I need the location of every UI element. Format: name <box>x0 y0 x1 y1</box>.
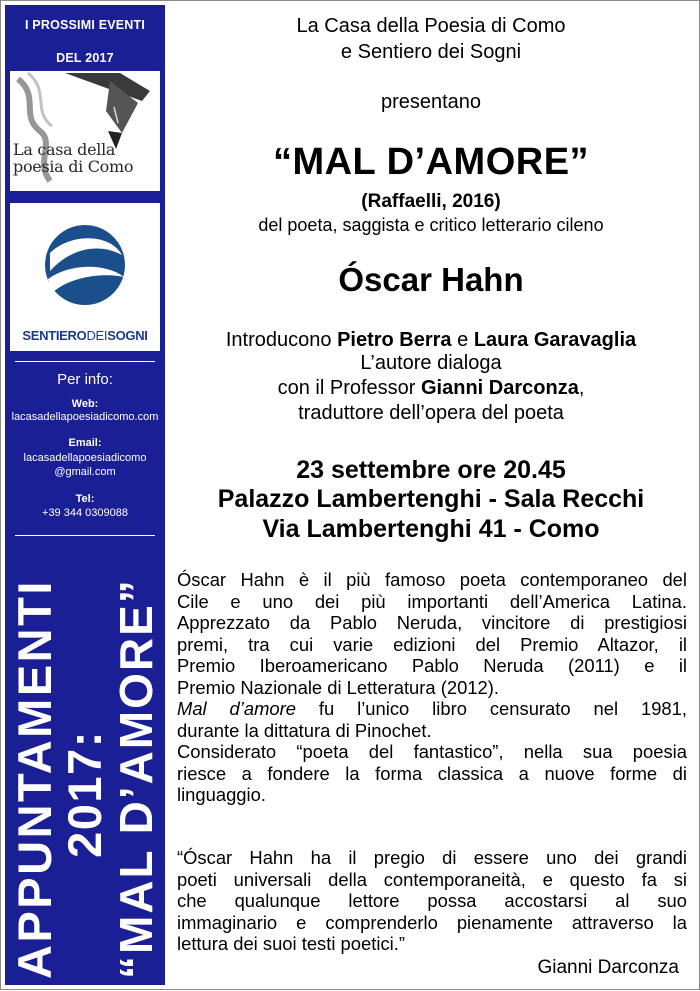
event-address: Via Lambertenghi 41 - Como <box>262 515 600 543</box>
vertical-line-appuntamenti: APPUNTAMENTI <box>8 579 61 979</box>
email-label: Email: <box>68 437 102 449</box>
info-title: Per info: <box>57 371 113 388</box>
translator-line: traduttore dell’opera del poeta <box>298 402 564 424</box>
quote-paragraph <box>177 847 687 955</box>
quote-signature: Gianni Darconza <box>537 957 679 978</box>
bio-line: premi, tra cui varie edizioni del Premio Altazor, il <box>177 633 687 655</box>
subtitle-publisher: (Raffaelli, 2016) <box>361 191 501 212</box>
casa-logo-text <box>13 141 160 175</box>
casa-poesia-logo <box>10 71 160 191</box>
sidebar-divider-bottom <box>15 535 155 536</box>
main-content <box>171 1 691 991</box>
censored-line: Mal d’amore fu l’unico libro censurato nel 1981, <box>177 698 687 719</box>
email-value-line2[interactable]: @gmail.com <box>54 466 116 478</box>
web-label: Web: <box>71 398 99 410</box>
intro-name2: Laura Garavaglia <box>473 329 637 351</box>
book-title-italic: Mal d’amore <box>177 698 296 719</box>
vertical-title <box>5 563 165 983</box>
sentiero-sogni-logo <box>10 203 160 351</box>
vertical-line-mal-damore: “MAL D’AMORE” <box>110 578 162 979</box>
bio-line: Cile e uno dei più importanti dell’America Latina. <box>177 590 687 612</box>
sidebar-header-line1: I PROSSIMI EVENTI <box>24 18 146 32</box>
event-date: 23 settembre ore 20.45 <box>296 456 566 484</box>
professor-name: Gianni Darconza <box>421 377 579 399</box>
bio-line: Premio Iberoamericano Pablo Neruda (2011) e il <box>177 655 687 676</box>
org-line1: La Casa della Poesia di Como <box>296 15 566 37</box>
casa-logo-line2: poesia di Como <box>13 157 134 176</box>
fantastic-line: riesce a fondere la forma classica a nuove forme di <box>177 762 687 784</box>
quote-line: poeti universali della contemporaneità, e questo fa si <box>177 868 687 890</box>
sogni-logo-text <box>10 328 160 343</box>
quote-line: che qualunque lettore possa accostarsi al suo <box>177 890 687 911</box>
bio-line: Óscar Hahn è il più famoso poeta contemporaneo del <box>177 569 687 590</box>
intro-line: Introducono Pietro Berra e Laura Garavaglia <box>225 329 637 351</box>
presentano: presentano <box>380 91 482 113</box>
author-name: Óscar Hahn <box>338 261 524 298</box>
web-value[interactable]: lacasadellapoesiadicomo.com <box>11 411 159 423</box>
bio-line: Premio Nazionale di Letteratura (2012). <box>177 676 500 698</box>
subtitle-description: del poeta, saggista e critico letterario cileno <box>258 215 604 235</box>
fantastic-line: Considerato “poeta del fantastico”, nella sua poesia <box>177 741 687 762</box>
tel-value: +39 344 0309088 <box>42 507 128 519</box>
fantastic-line: linguaggio. <box>177 784 266 805</box>
event-title: “MAL D’AMORE” <box>272 141 590 183</box>
event-venue: Palazzo Lambertenghi - Sala Recchi <box>217 485 645 513</box>
tel-label: Tel: <box>75 493 95 505</box>
sogni-part3: SOGNI <box>107 328 148 343</box>
censored-line2: durante la dittatura di Pinochet. <box>177 719 432 741</box>
sidebar-divider-top <box>15 361 155 362</box>
quote-line: lettura dei suoi testi poetici.” <box>177 933 405 954</box>
casa-logo-line1: La casa della <box>13 140 116 159</box>
quote-line: “Óscar Hahn ha il pregio di essere uno dei grandi <box>177 847 687 868</box>
sidebar-header-line2: DEL 2017 <box>56 51 114 65</box>
quote-line: immaginario e comprenderlo pienamente attraverso la <box>177 911 687 933</box>
sogni-part2: DEI <box>86 328 108 343</box>
email-value-line1[interactable]: lacasadellapoesiadicomo <box>23 452 147 464</box>
with-professor-line: con il Professor Gianni Darconza, <box>277 377 585 399</box>
sogni-part1: SENTIERO <box>22 328 87 343</box>
org-line2: e Sentiero dei Sogni <box>340 41 522 63</box>
bio-line: Apprezzato da Pablo Neruda, vincitore di prestigiosi <box>177 612 687 633</box>
dialoga-line: L’autore dialoga <box>360 352 502 374</box>
bio-paragraph <box>177 569 687 806</box>
vertical-line-2017: 2017: <box>58 730 111 858</box>
sidebar <box>5 5 165 985</box>
intro-name1: Pietro Berra <box>337 329 452 351</box>
